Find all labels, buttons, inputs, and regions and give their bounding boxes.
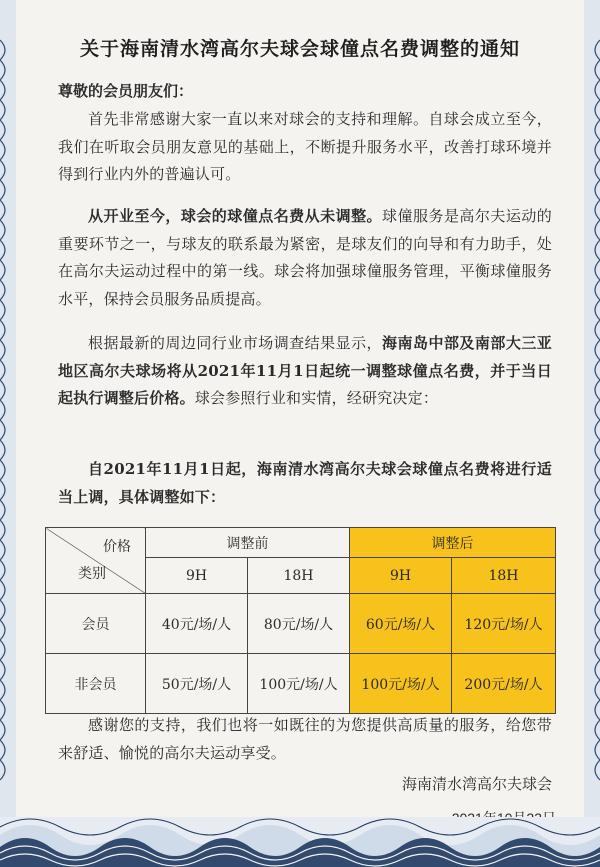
header-category: 类别 [78,566,106,582]
row-category: 会员 [46,594,146,654]
paragraph-caddie-rest: 球僮服务是高尔夫运动的重要环节之一，与球友的联系最为紧密，是球友们的向导和有力助手，处在高尔夫运动过程中的第一线。球会将加强球僮服务管理，平衡球僮服务水平，保持会员服务品质提高。 [58,207,553,308]
paragraph-survey-bold: 海南岛中部及南部大三亚地区高尔夫球场将从2021年11月1日起统一调整球僮点名费，并于当日起执行调整后价格。 [58,334,553,407]
cell-after-9h: 100元/场/人 [350,654,452,714]
cell-before-9h: 50元/场/人 [146,654,248,714]
right-wave-border [584,0,600,867]
paragraph-adjustment: 自2021年11月1日起，海南清水湾高尔夫球会球僮点名费将进行适当上调，具体调整如下： [58,460,552,506]
greeting: 尊敬的会员朋友们： [58,82,194,100]
cell-after-9h: 60元/场/人 [350,594,452,654]
cell-after-18h: 200元/场/人 [452,654,556,714]
bottom-wave-decoration [0,797,600,867]
cell-before-9h: 40元/场/人 [146,594,248,654]
paragraph-survey-rest: 球会参照行业和实情，经研究决定： [194,389,439,407]
header-after-18h: 18H [452,558,556,594]
header-after-9h: 9H [350,558,452,594]
row-category: 非会员 [46,654,146,714]
header-before: 调整前 [146,528,350,558]
paragraph-gratitude: 首先非常感谢大家一直以来对球会的支持和理解。自球会成立至今，我们在听取会员朋友意见的基础上，不断提升服务水平，改善打球环境并得到行业内外的普遍认可。 [58,110,552,183]
paragraph-caddie-bold: 从开业至今，球会的球僮点名费从未调整。 [88,207,383,225]
cell-before-18h: 80元/场/人 [248,594,350,654]
cell-before-18h: 100元/场/人 [248,654,350,714]
paragraph-market-survey [58,330,552,413]
header-after: 调整后 [350,528,556,558]
notice-title: 关于海南清水湾高尔夫球会球僮点名费调整的通知 [79,38,520,60]
paragraph-closing: 感谢您的支持，我们也将一如既往的为您提供高质量的服务，给您带来舒适、愉悦的高尔夫运动享受。 [58,716,552,762]
paragraph-survey-start: 根据最新的周边同行业市场调查结果显示， [88,334,383,352]
table-corner-header [46,528,146,594]
left-wave-border [0,0,16,867]
header-before-9h: 9H [146,558,248,594]
signature: 海南清水湾高尔夫球会 [401,775,552,793]
paragraph-caddie-service [58,203,552,313]
header-before-18h: 18H [248,558,350,594]
table-row [46,594,556,654]
cell-after-18h: 120元/场/人 [452,594,556,654]
header-price: 价格 [103,539,131,555]
table-row [46,654,556,714]
fee-table [45,527,556,714]
